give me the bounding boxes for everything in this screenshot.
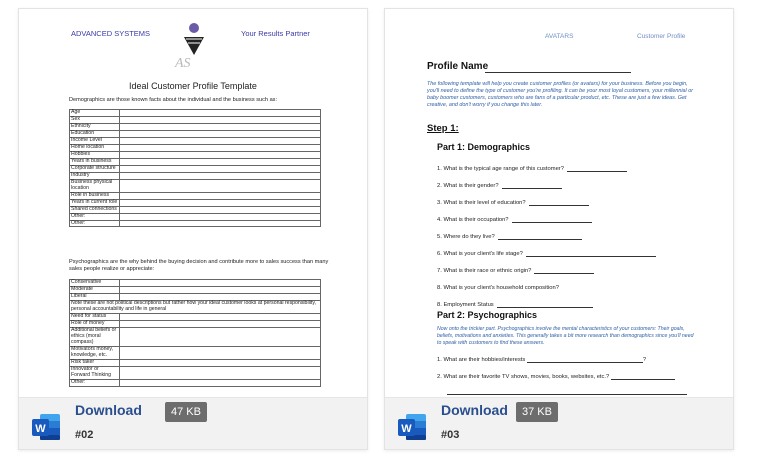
row-label: Conservative <box>70 280 120 287</box>
row-value <box>120 379 321 386</box>
row-label: Home location <box>70 144 120 151</box>
company-logo <box>167 21 221 73</box>
row-label: Risk taker <box>70 359 120 366</box>
row-value <box>120 172 321 179</box>
row-label: Years in current role <box>70 199 120 206</box>
row-value <box>120 151 321 158</box>
svg-text:W: W <box>401 423 412 435</box>
row-label: Corporate structure <box>70 165 120 172</box>
row-value <box>120 116 321 123</box>
row-value <box>120 144 321 151</box>
psycho-question: 1. What are their hobbies/interests ? <box>437 357 647 363</box>
table-note-row <box>70 300 321 313</box>
part1-heading: Part 1: Demographics <box>437 142 531 152</box>
row-value <box>120 123 321 130</box>
svg-text:W: W <box>35 423 46 435</box>
psycho-question: 2. What are their favorite TV shows, movies, books, websites, etc.? <box>437 374 675 380</box>
demographic-question: 8. What is your client's household composition? <box>437 285 559 291</box>
document-preview[interactable] <box>19 9 367 397</box>
row-label: Sex <box>70 116 120 123</box>
doc-header-left: AVATARS <box>545 33 574 40</box>
row-value <box>120 366 321 379</box>
demographic-question: 8. Employment Status <box>437 302 593 308</box>
row-label: Other: <box>70 213 120 220</box>
table-row <box>70 220 321 227</box>
row-value <box>120 179 321 192</box>
row-label: Industry <box>70 172 120 179</box>
row-value <box>120 220 321 227</box>
row-label: Other: <box>70 220 120 227</box>
row-label: Role in business <box>70 192 120 199</box>
psychographics-intro: Psychographics are the why behind the buying decision and contribute more to sales success than many sales people realize or appreciate: <box>69 259 329 272</box>
doc-header-tagline: Your Results Partner <box>241 29 310 38</box>
card-footer <box>385 397 733 450</box>
table-row <box>70 130 321 137</box>
row-value <box>120 286 321 293</box>
table-row <box>70 206 321 213</box>
row-label: Role of money <box>70 320 120 327</box>
profile-name-label: Profile Name <box>427 61 489 72</box>
table-row <box>70 144 321 151</box>
row-label: Shared connections <box>70 206 120 213</box>
table-row <box>70 116 321 123</box>
row-label: Motivators money, knowledge, etc. <box>70 346 120 359</box>
row-value <box>120 313 321 320</box>
demographic-question: 2. What is their gender? <box>437 183 562 189</box>
demographics-table <box>69 109 321 227</box>
table-row <box>70 110 321 117</box>
row-label: Innovator or Forward Thinking <box>70 366 120 379</box>
table-row <box>70 123 321 130</box>
template-number: #03 <box>441 429 460 441</box>
row-label: Years in business <box>70 158 120 165</box>
row-label: Other: <box>70 379 120 386</box>
download-link[interactable]: Download <box>441 402 508 418</box>
row-label: Age <box>70 110 120 117</box>
svg-text:AS: AS <box>175 56 191 71</box>
row-value <box>120 346 321 359</box>
table-row <box>70 179 321 192</box>
row-value <box>120 137 321 144</box>
card-footer <box>19 397 367 450</box>
answer-line <box>447 394 687 395</box>
demographic-question: 6. What is your client's life stage? <box>437 251 656 257</box>
row-label: Additional beliefs or ethics (moral compass) <box>70 327 120 346</box>
table-row <box>70 137 321 144</box>
row-label: Ethnicity <box>70 123 120 130</box>
profile-name-blank <box>485 72 631 73</box>
row-value <box>120 158 321 165</box>
table-row <box>70 379 321 386</box>
word-icon <box>397 412 427 442</box>
table-row <box>70 346 321 359</box>
row-value <box>120 327 321 346</box>
table-row <box>70 359 321 366</box>
table-row <box>70 165 321 172</box>
table-row <box>70 213 321 220</box>
row-label: Education <box>70 130 120 137</box>
part2-heading: Part 2: Psychographics <box>437 310 538 320</box>
table-row <box>70 327 321 346</box>
template-card-03 <box>384 8 734 450</box>
document-preview[interactable] <box>385 9 733 397</box>
demographic-question: 5. Where do they live? <box>437 234 582 240</box>
doc-intro: Demographics are those known facts about the individual and the business such as: <box>69 97 278 103</box>
row-label: Business physical location <box>70 179 120 192</box>
row-value <box>120 280 321 287</box>
row-value <box>120 206 321 213</box>
row-value <box>120 199 321 206</box>
row-value <box>120 213 321 220</box>
row-value <box>120 130 321 137</box>
demographic-question: 4. What is their occupation? <box>437 217 592 223</box>
template-number: #02 <box>75 429 94 441</box>
doc-title: Ideal Customer Profile Template <box>129 81 257 91</box>
word-icon <box>31 412 61 442</box>
download-link[interactable]: Download <box>75 402 142 418</box>
table-row <box>70 313 321 320</box>
template-card-02 <box>18 8 368 450</box>
row-value <box>120 165 321 172</box>
doc-header-right: Customer Profile <box>637 33 686 40</box>
step-heading: Step 1: <box>427 123 459 134</box>
row-label: Moderate <box>70 286 120 293</box>
doc-intro: The following template will help you create customer profiles (or avatars) for your business. Before you begin, you'll need to define the type of customer you're profiling. It can be your most loyal customers, your millennial or baby boomer customers, customers who are fans of a particular product, etc. These are just a few ideas. Get creative, and don't worry if you change this later. <box>427 81 694 109</box>
table-row <box>70 366 321 379</box>
demographic-question: 1. What is the typical age range of this customer? <box>437 166 627 172</box>
table-row <box>70 280 321 287</box>
demographic-question: 7. What is their race or ethnic origin? <box>437 268 594 274</box>
row-value <box>120 359 321 366</box>
demographic-question: 3. What is their level of education? <box>437 200 589 206</box>
table-note: Note these are not political descriptions but rather how your ideal customer looks at personal responsibility, personal accountability and life in general <box>70 300 321 313</box>
doc-header-company: ADVANCED SYSTEMS <box>71 29 151 38</box>
file-size-badge: 37 KB <box>516 402 558 422</box>
row-label: Need for status <box>70 313 120 320</box>
table-row <box>70 286 321 293</box>
row-label: Liberal <box>70 293 120 300</box>
row-value <box>120 110 321 117</box>
psychographics-intro: Now onto the trickier part. Psychographics involve the mental characteristics of your customers: Their goals, beliefs, motivations and anxieties. This generally takes a bit more research than demographics since you'll need to speak with customers to find these answers. <box>437 326 694 346</box>
row-label: Hobbies <box>70 151 120 158</box>
psychographics-table <box>69 279 321 387</box>
row-value <box>120 320 321 327</box>
row-label: Income Level <box>70 137 120 144</box>
file-size-badge: 47 KB <box>165 402 207 422</box>
row-value <box>120 192 321 199</box>
